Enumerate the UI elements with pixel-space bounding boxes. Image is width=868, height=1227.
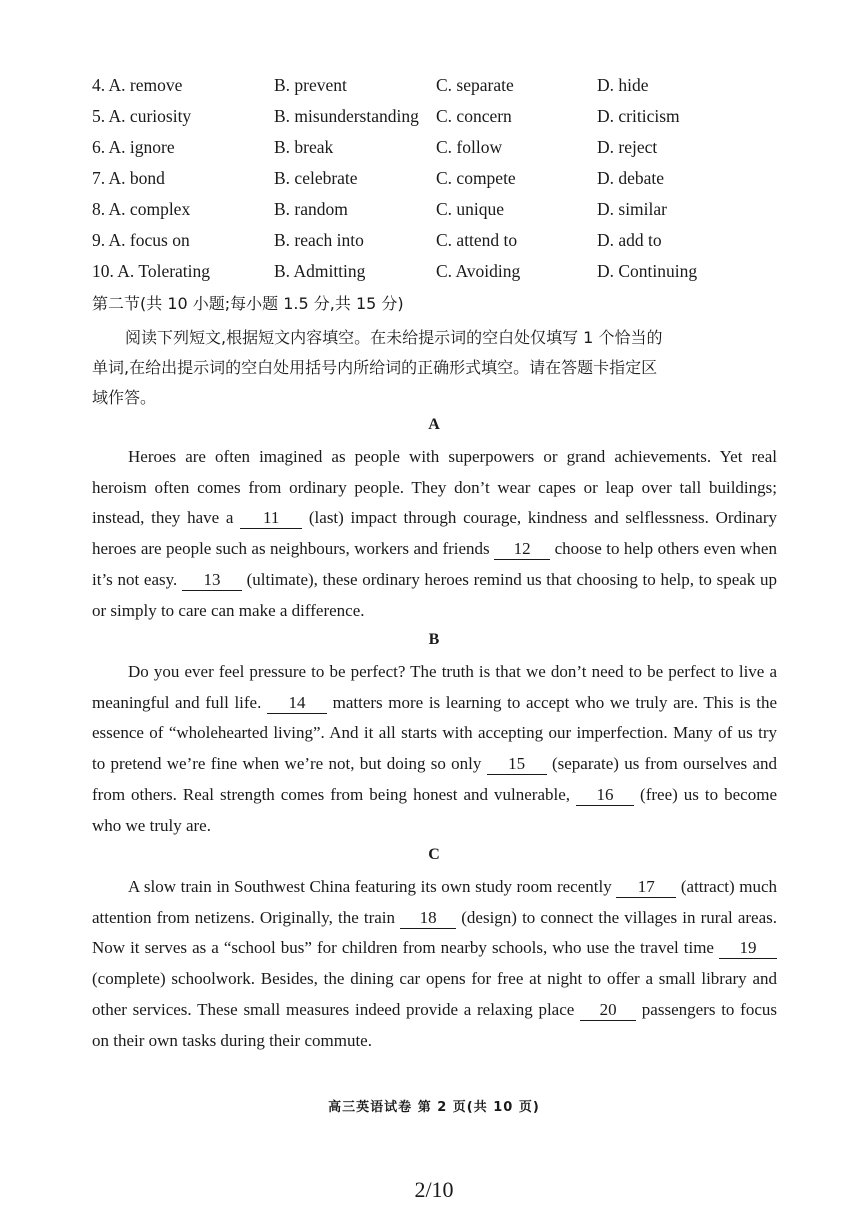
option-b: B. prevent <box>274 75 347 95</box>
option-b: B. celebrate <box>274 168 358 188</box>
blank-16[interactable]: 16 <box>576 785 634 806</box>
instruction-line-2: 单词,在给出提示词的空白处用括号内所给词的正确形式填空。请在答题卡指定区 <box>92 358 658 377</box>
option-c: C. compete <box>436 168 516 188</box>
option-c: C. attend to <box>436 230 518 250</box>
option-b: B. Admitting <box>274 261 366 281</box>
page-number: 2/10 <box>414 1177 454 1202</box>
instruction-line-3: 域作答。 <box>92 388 157 407</box>
question-number: 5. <box>92 106 106 126</box>
question-number: 9. <box>92 230 106 250</box>
option-row-5 <box>92 106 792 130</box>
option-a: 9. A. focus on <box>92 230 190 250</box>
passage-label-c: C <box>428 846 440 863</box>
question-number: 7. <box>92 168 106 188</box>
question-number: 6. <box>92 137 106 157</box>
option-b: B. misunderstanding <box>274 106 419 126</box>
blank-13[interactable]: 13 <box>182 570 242 591</box>
option-c: C. follow <box>436 137 503 157</box>
option-row-9 <box>92 230 792 254</box>
option-b: B. break <box>274 137 334 157</box>
option-a: 7. A. bond <box>92 168 165 188</box>
passage-label-a: A <box>428 416 440 433</box>
option-a: 6. A. ignore <box>92 137 175 157</box>
passage-b: Do you ever feel pressure to be perfect? The truth is that we don’t need to be perfect to live a meaningful and full life. 14 matters more is learning to accept who we truly are. This is the essence of “wholehearted living”. And it all starts with accepting our imperfection. Many of us try to pretend we’re fine when we’re not, but doing so only 15 (separate) us from ourselves and from others. Real strength comes from being honest and vulnerable, 16 (free) us to become who we truly are. <box>92 662 778 835</box>
option-b: B. reach into <box>274 230 364 250</box>
option-c: C. concern <box>436 106 512 126</box>
passage-label-b: B <box>428 631 440 648</box>
option-c: C. separate <box>436 75 514 95</box>
blank-12[interactable]: 12 <box>494 539 550 560</box>
blank-17[interactable]: 17 <box>616 877 676 898</box>
option-row-4 <box>92 75 792 99</box>
blank-18[interactable]: 18 <box>400 908 456 929</box>
question-number: 8. <box>92 199 106 219</box>
question-number: 4. <box>92 75 106 95</box>
option-a: 10. A. Tolerating <box>92 261 211 281</box>
option-d: D. hide <box>597 75 649 95</box>
page-footer: 高三英语试卷 第 2 页(共 10 页) <box>328 1100 540 1115</box>
option-row-10 <box>92 261 792 285</box>
blank-11[interactable]: 11 <box>240 508 302 529</box>
passage-c: A slow train in Southwest China featuring its own study room recently 17 (attract) much attention from netizens. Originally, the train 18 (design) to connect the villages in rural areas. Now it serves as a “school bus” for children from nearby schools, who use the travel time 19 (complete) schoolwork. Besides, the dining car opens for free at night to offer a small library and other services. These small measures indeed provide a relaxing place 20 passengers to focus on their own tasks during their commute. <box>92 877 777 1050</box>
option-b: B. random <box>274 199 348 219</box>
option-c: C. Avoiding <box>436 261 521 281</box>
option-d: D. debate <box>597 168 665 188</box>
option-a: 5. A. curiosity <box>92 106 192 126</box>
option-c: C. unique <box>436 199 505 219</box>
option-a: 4. A. remove <box>92 75 183 95</box>
instruction-line-1: 阅读下列短文,根据短文内容填空。在未给提示词的空白处仅填写 1 个恰当的 <box>125 328 663 347</box>
blank-15[interactable]: 15 <box>487 754 547 775</box>
option-d: D. criticism <box>597 106 680 126</box>
section-heading: 第二节(共 10 小题;每小题 1.5 分,共 15 分) <box>92 294 404 313</box>
option-d: D. reject <box>597 137 658 157</box>
option-d: D. Continuing <box>597 261 698 281</box>
blank-20[interactable]: 20 <box>580 1000 636 1021</box>
option-row-8 <box>92 199 792 223</box>
option-row-7 <box>92 168 792 192</box>
option-d: D. add to <box>597 230 662 250</box>
option-a: 8. A. complex <box>92 199 191 219</box>
question-number: 10. <box>92 261 114 281</box>
option-row-6 <box>92 137 792 161</box>
option-d: D. similar <box>597 199 667 219</box>
passage-a: Heroes are often imagined as people with superpowers or grand achievements. Yet real heroism often comes from ordinary people. They don’t wear capes or leap over tall buildings; instead, they have a 11 (last) impact through courage, kindness and selflessness. Ordinary heroes are people such as neighbours, workers and friends 12 choose to help others even when it’s not easy. 13 (ultimate), these ordinary heroes remind us that choosing to help, to speak up or simply to care can make a difference. <box>92 447 777 620</box>
blank-14[interactable]: 14 <box>267 693 327 714</box>
blank-19[interactable]: 19 <box>719 938 777 959</box>
